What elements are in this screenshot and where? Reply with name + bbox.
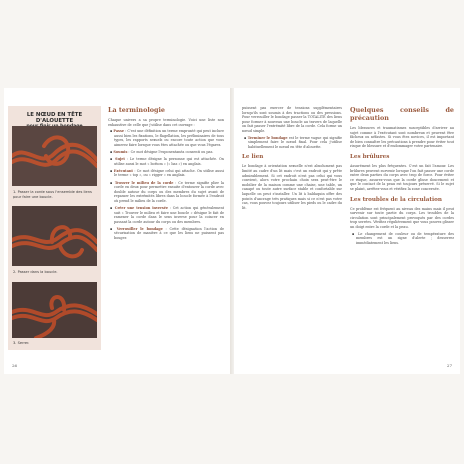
page-number-left: 26 — [12, 363, 18, 368]
precautions-intro: Les blessures et traumatismes susceptibles d'arriver au sujet comme à l'exécutant sont nombreux et peuvent être fâcheux ou néfastes. Si vous êtes novices, il est important de bien connaître les précautions à prendre pour éviter tout risque de blessure et d'endommager votre partenaire. — [350, 126, 454, 149]
verrouiller-continued: puissent pas exercer de tensions supplémentaires lorsqu'ils sont soumis à des tractions ou des pressions. Pour verrouiller le bondage passer la TOTALITÉ des liens pour former à nouveau une boucle au travers de laquelle on fait passer l'extrémité libre de la corde. Cela forme un nœud simple. — [242, 106, 342, 133]
sidebar-title: LE NŒUD EN TÊTE D'ALOUETTE — [26, 112, 83, 124]
brulures-heading: Les brûlures — [350, 153, 390, 160]
right-page — [234, 88, 460, 374]
brulures-body: Assurément les plus fréquentes. C'est un fait l'amour. Les brûlures peuvent survenir lorsque l'on fait passer une corde entre deux parties du corps avec trop de force. Pour éviter ce risque, assurez-vous que la corde glisse doucement et que le contact de la peau est toujours préservé. Si le sujet se plaint, arrêtez-vous et vérifiez la zone concernée. — [350, 163, 454, 191]
term-executant: ▪ Exécutant : Ce mot désigne celui qui attache. On utilise aussi le terme « top », ou « rigger » en anglais. — [110, 168, 224, 178]
precautions-heading: Quelques conseils de précaution — [350, 106, 454, 122]
term-soumis: ▪ Soumis : Ce mot désigne l'esponentanéa consenti ou pas. — [110, 150, 214, 155]
term-tension-inversee: ▪ Créer une tension inversée : Cet action qui généralement suit « Trouver le milieu et faire une boucle » désigne le fait de ramener la corde dans le sens inverse pour la coincer en passant la corde autour du corps ou des membres. — [110, 206, 224, 224]
terminology-heading: La terminologie — [108, 106, 165, 114]
circulation-heading: Les troubles de la circulation — [350, 196, 442, 203]
term-trouver-le-milieu: ▪ Trouver le milieu de la corde : Ce terme signifie plier la corde en deux pour permettre ensuite d'entourer la corde avec double autour du corps ou des membres du sujet avant de repasser les extrémités libres dans la boucle formée à l'endroit où prend le milieu de la corde. — [110, 180, 224, 203]
knot-photo-step-1 — [12, 126, 97, 186]
right-column-1 — [242, 106, 342, 212]
page-number-right: 27 — [446, 363, 452, 368]
caption-step-3: 3. Serrer. — [13, 341, 30, 345]
terminology-intro: Chaque univers a sa propre terminologie. Voici une liste non exhaustive de celle que j'utilise dans cet ouvrage : — [108, 118, 224, 127]
caption-step-1: 1. Passer la corde sous l'ensemble des liens pour faire une boucle. — [13, 190, 92, 199]
book-spread — [0, 88, 464, 374]
lien-heading: Le lien — [242, 154, 264, 161]
terminology-column — [108, 106, 224, 243]
right-column-2 — [350, 106, 454, 248]
lien-body: Le bondage à orientation sexuelle n'est absolument pas limité au cadre d'un lit mais c'est un endroit qui y prête admirablement. Si cet endroit n'est pas celui qui vous convient, alors votre prochain choix sera peut-être le mobilier de la maison comme une chaise, une table, un canapé ou toute autre surface stable et confortable sur laquelle on peut s'installer. Un lit à baldaquin offre des points d'ancrage très pratiques mais si ce n'est pas votre cas, vous pouvez toujours utiliser les pieds ou le cadre du lit. — [242, 164, 342, 210]
caption-step-2: 2. Passer dans la boucle. — [13, 270, 58, 274]
term-verrouiller: ▪ Verrouiller le bondage : Cette désignation l'action de sécurisation de manière à ce que les liens ne puissent pas bouger. — [110, 226, 224, 241]
circulation-body: Ce problème est fréquent au niveau des mains mais il peut survenir sur toute partie du corps. Les troubles de la circulation sont principalement provoqués par des cordes trop serrées. Vérifiez régulièrement que vous pouvez glisser un doigt entre la corde et la peau. — [350, 206, 454, 229]
left-page — [4, 88, 230, 374]
term-passe: ▪ Passe : C'est une définition un terme emprunté qui peut inclure aussi bien les fixations, le flagellation, les préliminaires de tous types, les rapports sexuels ou encore toute action que vous aimerez faire lorsque vous êtes attachée ou que vous l'égarez. — [110, 129, 224, 147]
knot-photo-step-3 — [12, 282, 97, 338]
term-sujet: ▪ Sujet : Le terme désigne la personne qui est attachée. On utilise aussi le mot « bottom » (« bas ») en anglais. — [110, 157, 224, 166]
lark-head-knot-sidebar — [8, 106, 101, 350]
changement-couleur: ▪ Le changement de couleur ou de température des membres est un signe d'alerte ; desserrez immédiatement les liens. — [352, 231, 454, 245]
knot-photo-step-2 — [12, 206, 97, 266]
term-terminer: ▪ Terminer le bondage est le terme vague qui signifie simplement faire le nœud final. Pour cela j'utilise habituellement le nœud en tête d'alouette. — [244, 135, 342, 149]
